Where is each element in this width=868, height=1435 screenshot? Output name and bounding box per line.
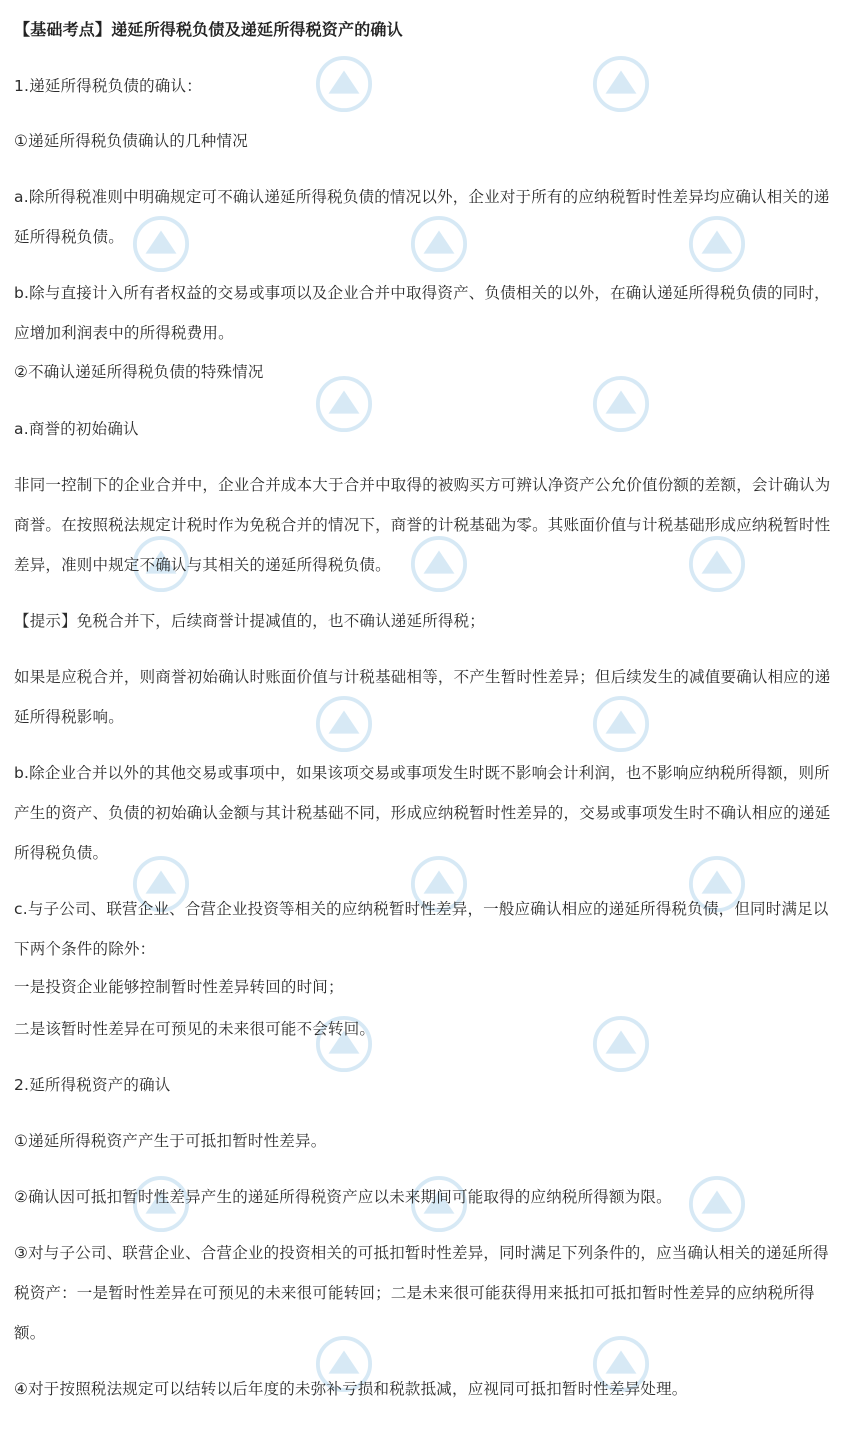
paragraph-line: 差异，准则中规定不确认与其相关的递延所得税负债。 — [14, 556, 391, 574]
subheading-special-cases: ②不确认递延所得税负债的特殊情况 — [14, 363, 264, 381]
paragraph-line: 如果是应税合并，则商誉初始确认时账面价值与计税基础相等，不产生暂时性差异；但后续发生的减值要确认相应的递 — [14, 668, 831, 686]
paragraph-line: 下两个条件的除外： — [14, 940, 156, 958]
paragraph-line: a.除所得税准则中明确规定可不确认递延所得税负债的情况以外，企业对于所有的应纳税暂时性差异均应确认相关的递 — [14, 188, 830, 206]
paragraph-line: a.商誉的初始确认 — [14, 420, 139, 438]
paragraph-line: ②确认因可抵扣暂时性差异产生的递延所得税资产应以未来期间可能取得的应纳税所得额为限。 — [14, 1188, 672, 1206]
paragraph-line: ①递延所得税资产产生于可抵扣暂时性差异。 — [14, 1132, 327, 1150]
heading-deferred-tax-asset: 2.延所得税资产的确认 — [14, 1076, 171, 1094]
paragraph-line: 所得税负债。 — [14, 844, 109, 862]
paragraph-line: 一是投资企业能够控制暂时性差异转回的时间； — [14, 978, 344, 996]
paragraph-line: 额。 — [14, 1324, 46, 1342]
paragraph-line: 应增加利润表中的所得税费用。 — [14, 324, 234, 342]
paragraph-line: ③对与子公司、联营企业、合营企业的投资相关的可抵扣暂时性差异，同时满足下列条件的，应当确认相关的递延所得 — [14, 1244, 829, 1262]
paragraph-line: 延所得税影响。 — [14, 708, 124, 726]
paragraph-line: 产生的资产、负债的初始确认金额与其计税基础不同，形成应纳税暂时性差异的，交易或事项发生时不确认相应的递延 — [14, 804, 831, 822]
paragraph-line: 非同一控制下的企业合并中，企业合并成本大于合并中取得的被购买方可辨认净资产公允价值份额的差额，会计确认为 — [14, 476, 831, 494]
heading-deferred-tax-liability: 1.递延所得税负债的确认： — [14, 77, 202, 95]
paragraph-line: c.与子公司、联营企业、合营企业投资等相关的应纳税暂时性差异，一般应确认相应的递延所得税负债，但同时满足以 — [14, 900, 829, 918]
paragraph-line: ④对于按照税法规定可以结转以后年度的未弥补亏损和税款抵减，应视同可抵扣暂时性差异处理。 — [14, 1380, 688, 1398]
paragraph-line: 商誉。在按照税法规定计税时作为免税合并的情况下，商誉的计税基础为零。其账面价值与计税基础形成应纳税暂时性 — [14, 516, 831, 534]
paragraph-line: 二是该暂时性差异在可预见的未来很可能不会转回。 — [14, 1020, 376, 1038]
section-title: 【基础考点】递延所得税负债及递延所得税资产的确认 — [14, 20, 403, 39]
paragraph-line: b.除与直接计入所有者权益的交易或事项以及企业合并中取得资产、负债相关的以外，在确认递延所得税负债的同时， — [14, 284, 830, 302]
paragraph-line: b.除企业合并以外的其他交易或事项中，如果该项交易或事项发生时既不影响会计利润，也不影响应纳税所得额，则所 — [14, 764, 830, 782]
paragraph-line: 税资产：一是暂时性差异在可预见的未来很可能转回；二是未来很可能获得用来抵扣可抵扣暂时性差异的应纳税所得 — [14, 1284, 815, 1302]
subheading-recognition-cases: ①递延所得税负债确认的几种情况 — [14, 132, 248, 150]
paragraph-line: 延所得税负债。 — [14, 228, 124, 246]
tip-line: 【提示】免税合并下，后续商誉计提减值的，也不确认递延所得税； — [14, 612, 486, 630]
